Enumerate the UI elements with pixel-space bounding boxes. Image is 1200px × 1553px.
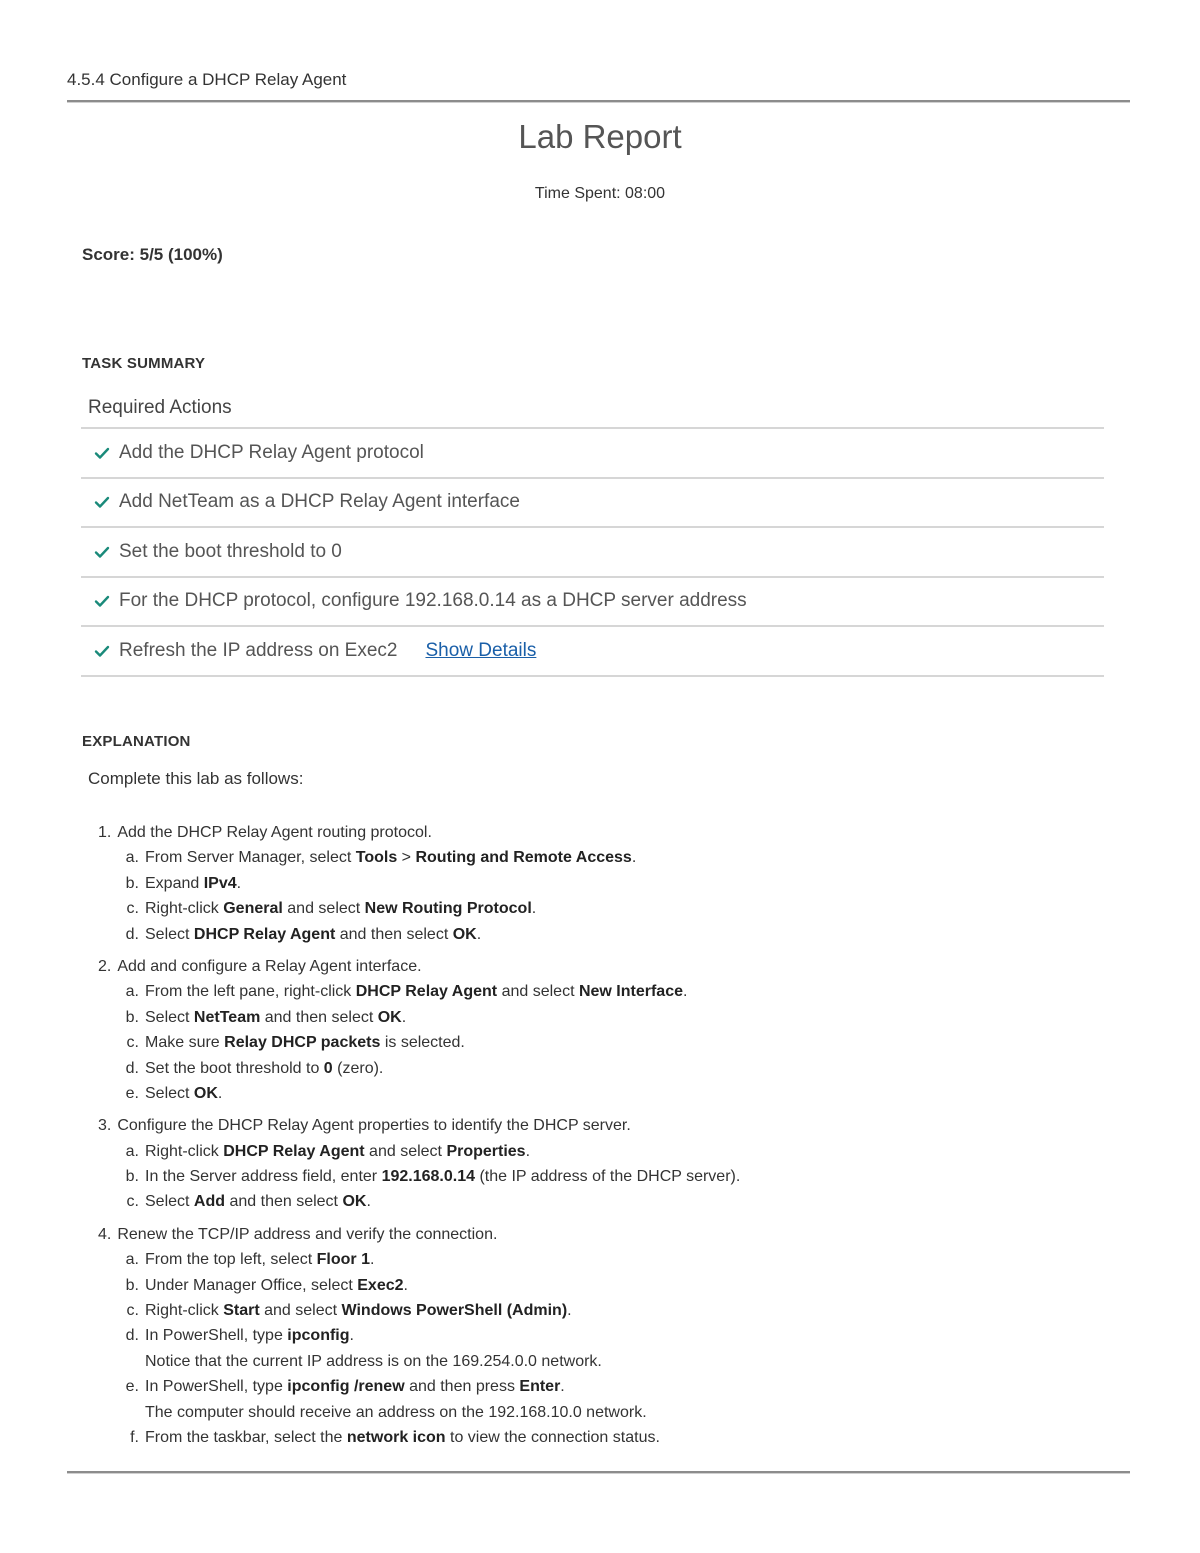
substep-letter: d. xyxy=(125,1327,139,1345)
required-actions-table xyxy=(81,390,1104,677)
substep-letter: c. xyxy=(126,1302,139,1320)
substep-text: . xyxy=(567,1302,572,1320)
show-details-link[interactable]: Show Details xyxy=(425,639,537,661)
explanation-step xyxy=(98,1222,1098,1451)
substep-bold-term: Enter xyxy=(519,1378,561,1396)
substep-text: Expand xyxy=(145,874,204,892)
substep-text: and select xyxy=(364,1142,447,1160)
substep-text: . xyxy=(349,1327,354,1345)
substep-bold-term: network icon xyxy=(346,1428,446,1446)
substep-text: . xyxy=(525,1142,531,1160)
required-action-label: Set the boot threshold to 0 xyxy=(119,540,342,562)
substep xyxy=(98,896,1098,921)
required-action-label: For the DHCP protocol, configure 192.168.0.14 as a DHCP server address xyxy=(119,590,747,612)
substep-letter: b. xyxy=(125,1276,139,1294)
substep-text: In PowerShell, type xyxy=(145,1378,288,1396)
substep-text: . xyxy=(531,900,537,918)
substep-bold-term: Properties xyxy=(446,1142,526,1160)
substep-text: and select xyxy=(259,1302,342,1320)
substep-bold-term: DHCP Relay Agent xyxy=(355,983,498,1001)
substep-bold-term: Add xyxy=(193,1193,226,1211)
substep-bold-term: OK xyxy=(377,1008,402,1026)
substep-bold-term: 192.168.0.14 xyxy=(381,1168,475,1186)
explanation-intro: Complete this lab as follows: xyxy=(88,769,304,788)
substep-bold-term: Floor 1 xyxy=(316,1251,370,1269)
bottom-divider xyxy=(67,1471,1130,1474)
explanation-step xyxy=(98,1113,1098,1215)
required-action-label: Add NetTeam as a DHCP Relay Agent interface xyxy=(119,491,520,513)
substep xyxy=(98,871,1098,896)
substep-text: . xyxy=(631,849,637,867)
substep-letter: a. xyxy=(125,1251,139,1269)
substep-bold-term: General xyxy=(223,900,283,918)
substep-text: Set the boot threshold to xyxy=(145,1059,324,1077)
substep-bold-term: OK xyxy=(342,1193,367,1211)
substep-bold-term: Windows PowerShell (Admin) xyxy=(341,1302,568,1320)
substep-text: > xyxy=(397,849,416,867)
substep-bold-term: ipconfig /renew xyxy=(287,1378,405,1396)
checkmark-icon xyxy=(94,445,110,461)
substep-bold-term: NetTeam xyxy=(193,1008,261,1026)
substep-text: is selected. xyxy=(380,1034,465,1052)
substep-letter: b. xyxy=(125,1008,139,1026)
substep-bold-term: DHCP Relay Agent xyxy=(193,925,336,943)
substep xyxy=(98,922,1098,947)
substep-letter: c. xyxy=(126,1193,139,1211)
substep-letter: e. xyxy=(125,1084,139,1102)
step-text: Renew the TCP/IP address and verify the connection. xyxy=(117,1225,498,1243)
substep-bold-term: New Interface xyxy=(578,983,683,1001)
substep xyxy=(98,1425,1098,1450)
step-text: Add the DHCP Relay Agent routing protocol. xyxy=(117,824,432,841)
substep-text: From Server Manager, select xyxy=(145,849,356,867)
step-text: Configure the DHCP Relay Agent properties to identify the DHCP server. xyxy=(117,1117,631,1135)
required-action-row xyxy=(81,578,1104,628)
step-text: Add and configure a Relay Agent interface. xyxy=(117,957,422,975)
substep-text: Select xyxy=(145,925,194,943)
checkmark-icon xyxy=(94,544,110,560)
explanation-steps xyxy=(98,820,1098,1457)
substep-text: (the IP address of the DHCP server). xyxy=(475,1168,741,1186)
substep-letter: d. xyxy=(125,1059,139,1077)
explanation-step xyxy=(98,820,1098,947)
substep-text: Right-click xyxy=(145,1302,224,1320)
substep-letter: a. xyxy=(125,983,139,1001)
substep xyxy=(98,979,1098,1004)
substep-letter: f. xyxy=(130,1428,139,1446)
substep-note: Notice that the current IP address is on the 169.254.0.0 network. xyxy=(145,1352,602,1370)
substep-text: Select xyxy=(145,1008,194,1026)
substep-bold-term: DHCP Relay Agent xyxy=(223,1142,365,1160)
substep-bold-term: Relay DHCP packets xyxy=(224,1034,381,1052)
substep xyxy=(98,1273,1098,1298)
checkmark-icon xyxy=(94,593,110,609)
substep-text: and then press xyxy=(404,1378,520,1396)
substep xyxy=(98,1139,1098,1164)
required-action-row xyxy=(81,627,1104,677)
checkmark-icon xyxy=(94,494,110,510)
substep-text: Make sure xyxy=(145,1034,225,1052)
substep-text: . xyxy=(683,983,688,1001)
substep xyxy=(98,1030,1098,1055)
substep-text: . xyxy=(369,1251,375,1269)
substep-bold-term: OK xyxy=(193,1084,218,1102)
substep-text: Select xyxy=(145,1193,194,1211)
page-breadcrumb: 4.5.4 Configure a DHCP Relay Agent xyxy=(67,70,347,89)
substep-letter: d. xyxy=(125,925,139,943)
time-spent: Time Spent: 08:00 xyxy=(534,185,666,202)
substep xyxy=(98,1323,1098,1348)
substep-bold-term: Tools xyxy=(355,849,398,867)
required-action-row xyxy=(81,479,1104,529)
substep-text: and select xyxy=(282,900,365,918)
substep-letter: c. xyxy=(126,1034,139,1052)
substep xyxy=(98,1164,1098,1189)
substep-text: In PowerShell, type xyxy=(145,1327,288,1345)
substep xyxy=(98,1247,1098,1272)
substep-letter: a. xyxy=(125,849,139,867)
checkmark-icon xyxy=(94,643,110,659)
substep xyxy=(98,1056,1098,1081)
substep-text: . xyxy=(403,1276,408,1294)
top-divider xyxy=(67,100,1130,103)
substep-text: and then select xyxy=(260,1008,378,1026)
substep xyxy=(98,1298,1098,1323)
substep xyxy=(98,1081,1098,1106)
substep xyxy=(98,1189,1098,1214)
required-actions-list xyxy=(81,429,1104,677)
substep xyxy=(98,1374,1098,1399)
substep-text: Right-click xyxy=(145,900,224,918)
substep-bold-term: Routing and Remote Access xyxy=(415,849,632,867)
substep xyxy=(98,1005,1098,1030)
substep-bold-term: Start xyxy=(223,1302,260,1320)
substep-text: . xyxy=(366,1193,371,1211)
substep-bold-term: New Routing Protocol xyxy=(364,900,532,918)
substep-bold-term: ipconfig xyxy=(287,1327,350,1345)
substep-letter: a. xyxy=(125,1142,139,1160)
substep-letter: b. xyxy=(125,1168,139,1186)
substep-text: From the left pane, right-click xyxy=(145,983,356,1001)
substep-text: and then select xyxy=(335,925,453,943)
explanation-step xyxy=(98,954,1098,1106)
substep-text: and select xyxy=(497,983,579,1001)
required-action-label: Refresh the IP address on Exec2 xyxy=(119,639,398,661)
substep-text: From the top left, select xyxy=(145,1251,317,1269)
substep-text: to view the connection status. xyxy=(445,1428,660,1446)
substep-text: . xyxy=(236,874,242,892)
substep-text: . xyxy=(401,1008,407,1026)
substep-letter: c. xyxy=(126,900,139,918)
explanation-heading: EXPLANATION xyxy=(82,733,191,750)
substep-bold-term: OK xyxy=(452,925,477,943)
substep-text: Right-click xyxy=(145,1142,224,1160)
page-title: Lab Report xyxy=(518,118,682,155)
required-action-row xyxy=(81,429,1104,479)
substep-text: . xyxy=(476,925,482,943)
required-actions-title: Required Actions xyxy=(81,390,1104,429)
step-number: 2. xyxy=(98,957,112,975)
substep-text: Select xyxy=(145,1084,194,1102)
required-action-label: Add the DHCP Relay Agent protocol xyxy=(119,441,424,463)
score: Score: 5/5 (100%) xyxy=(82,245,223,264)
substep-text: . xyxy=(560,1378,565,1396)
substep-bold-term: IPv4 xyxy=(203,874,237,892)
substep-bold-term: 0 xyxy=(323,1059,333,1077)
substep xyxy=(98,845,1098,870)
substep-letter: e. xyxy=(125,1378,139,1396)
required-action-row xyxy=(81,528,1104,578)
substep-text: (zero). xyxy=(332,1059,384,1077)
substep-text: From the taskbar, select the xyxy=(145,1428,347,1446)
step-number: 4. xyxy=(98,1225,112,1243)
substep-letter: b. xyxy=(125,874,139,892)
substep-text: In the Server address field, enter xyxy=(145,1168,382,1186)
step-number: 3. xyxy=(98,1117,112,1135)
substep-text: Under Manager Office, select xyxy=(145,1276,358,1294)
substep-text: and then select xyxy=(225,1193,343,1211)
task-summary-heading: TASK SUMMARY xyxy=(82,355,206,372)
substep-text: . xyxy=(217,1084,223,1102)
substep-bold-term: Exec2 xyxy=(357,1276,404,1294)
substep-note: The computer should receive an address on the 192.168.10.0 network. xyxy=(145,1403,647,1421)
step-number: 1. xyxy=(98,824,112,841)
